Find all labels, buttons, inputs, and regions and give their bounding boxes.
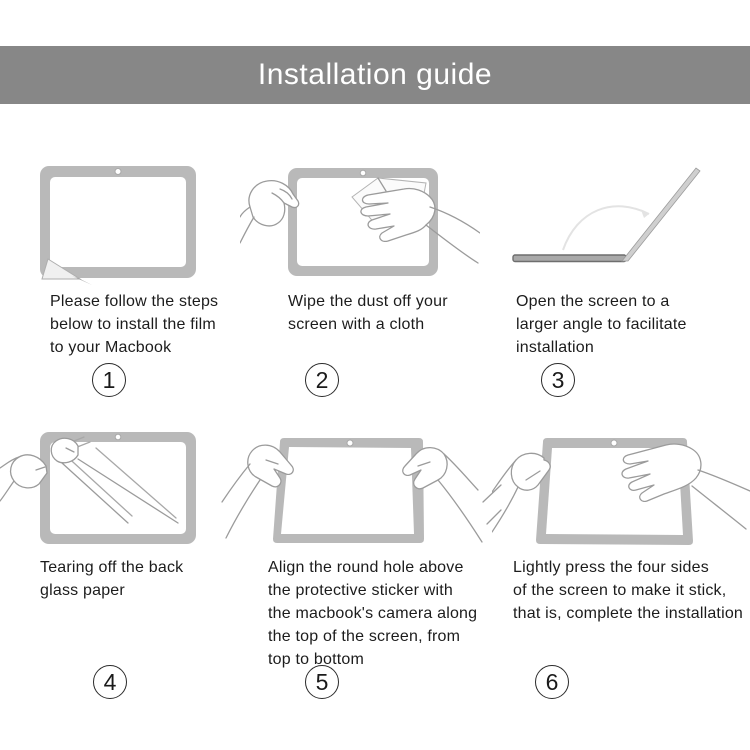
step-number-badge: [535, 665, 569, 699]
caption-line: of the screen to make it stick,: [513, 582, 727, 599]
step-number-text: 2: [315, 366, 329, 393]
step-number-badge: [93, 665, 127, 699]
caption-line: to your Macbook: [50, 339, 172, 356]
step5-illustration-align-icon: [220, 430, 502, 550]
caption-line: that is, complete the installation: [513, 605, 744, 622]
step2-illustration-wipe-cloth-icon: [240, 163, 480, 301]
caption-line: Open the screen to a: [516, 293, 670, 310]
caption-line: Please follow the steps: [50, 293, 219, 310]
caption-line: the macbook's camera along: [268, 605, 478, 622]
step-number-text: 6: [545, 668, 559, 695]
step6-illustration-press-icon: [492, 430, 750, 552]
step-number-text: 5: [315, 668, 329, 695]
step-number-badge: [92, 363, 126, 397]
caption-line: Tearing off the back: [40, 559, 184, 576]
step-number-badge: [305, 363, 339, 397]
caption-line: larger angle to facilitate: [516, 316, 687, 333]
camera-dot-icon: [611, 440, 617, 446]
camera-dot-icon: [115, 169, 121, 175]
caption-line: screen with a cloth: [288, 316, 425, 333]
caption-line: Wipe the dust off your: [288, 293, 448, 310]
step4-illustration-tear-paper-icon: [0, 426, 252, 550]
tablet-icon: [40, 166, 196, 278]
caption-line: top to bottom: [268, 651, 364, 668]
caption-line: below to install the film: [50, 316, 216, 333]
caption-line: installation: [516, 339, 595, 356]
step5-caption: [268, 556, 477, 671]
caption-line: glass paper: [40, 582, 125, 599]
step1-caption: [50, 290, 218, 359]
page-title-banner: [0, 46, 750, 104]
laptop-side-icon: [513, 168, 700, 262]
step4-caption: [40, 556, 183, 602]
camera-dot-icon: [115, 434, 121, 440]
step-number-text: 3: [551, 366, 565, 393]
caption-line: Align the round hole above: [268, 559, 464, 576]
caption-line: the protective sticker with: [268, 582, 454, 599]
camera-dot-icon: [360, 170, 366, 176]
outer-pinch-hand-icon: [0, 455, 47, 501]
step-number-text: 4: [103, 668, 117, 695]
step3-illustration-open-laptop-icon: [505, 160, 705, 272]
step2-caption: [288, 290, 448, 336]
step-number-badge: [541, 363, 575, 397]
camera-dot-icon: [347, 440, 353, 446]
page-title: Installation guide: [257, 58, 493, 91]
caption-line: Lightly press the four sides: [513, 559, 709, 576]
step-number-badge: [305, 665, 339, 699]
step6-caption: [513, 556, 743, 625]
tablet-icon: [273, 438, 424, 543]
caption-line: the top of the screen, from: [268, 628, 461, 645]
step1-illustration-film-peel-icon: [38, 164, 198, 290]
step-number-text: 1: [102, 366, 116, 393]
step3-caption: [516, 290, 687, 359]
